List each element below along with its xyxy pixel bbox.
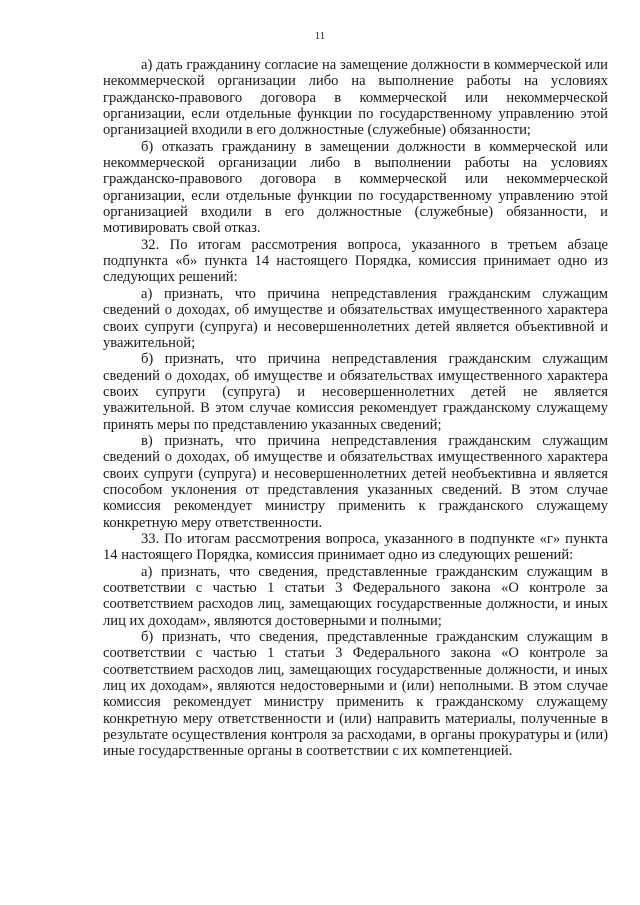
paragraph-b-refusal: б) отказать гражданину в замещении должности в коммерческой или некоммерческой организации либо в выполнении работы на условиях гражданско-правового договора в коммерческой или некоммерческой организации, если отдельные функции по государственному управлению этой организацией входили в его должностные (служебные) обязанности, и мотивировать свой отказ.	[103, 138, 608, 237]
paragraph-32-intro: 32. По итогам рассмотрения вопроса, указанного в третьем абзаце подпункта «б» пункта 14 настоящего Порядка, комиссия принимает одно из следующих решений:	[103, 236, 608, 286]
paragraph-32-b: б) признать, что причина непредставления гражданским служащим сведений о доходах, об имуществе и обязательствах имущественного характера своих супруги (супруга) и несовершеннолетних детей не является уважительной. В этом случае комиссия рекомендует гражданскому служащему принять меры по представлению указанных сведений;	[103, 351, 608, 433]
document-body	[103, 57, 608, 760]
page-number: 11	[314, 30, 326, 42]
paragraph-32-c: в) признать, что причина непредставления гражданским служащим сведений о доходах, об имуществе и обязательствах имущественного характера своих супруги (супруга) и несовершеннолетних детей необъективна и является способом уклонения от представления указанных сведений. В этом случае комиссия рекомендует министру применить к гражданского служащему конкретную меру ответственности.	[103, 432, 608, 531]
paragraph-a-consent: а) дать гражданину согласие на замещение должности в коммерческой или некоммерческой организации либо на выполнение работы на условиях гражданско-правового договора в коммерческой или некоммерческой организации, если отдельные функции по государственному управлению этой организацией входили в его должностные (служебные) обязанности;	[103, 57, 608, 139]
paragraph-33-intro: 33. По итогам рассмотрения вопроса, указанного в подпункте «г» пункта 14 настоящего Порядка, комиссия принимает одно из следующих решений:	[103, 530, 608, 564]
paragraph-33-b: б) признать, что сведения, представленные гражданским служащим в соответствии с частью 1 статьи 3 Федерального закона «О контроле за соответствием расходов лиц, замещающих государственные должности, и иных лиц их доходам», являются недостоверными и (или) неполными. В этом случае комиссия рекомендует министру применить к гражданскому служащему конкретную меру ответственности и (или) направить материалы, полученные в результате осуществления контроля за расходами, в органы прокуратуры и (или) иные государственные органы в соответствии с их компетенцией.	[103, 629, 608, 760]
paragraph-32-a: а) признать, что причина непредставления гражданским служащим сведений о доходах, об имуществе и обязательствах имущественного характера своих супруги (супруга) и несовершеннолетних детей является объективной и уважительной;	[103, 285, 608, 351]
paragraph-33-a: а) признать, что сведения, представленные гражданским служащим в соответствии с частью 1 статьи 3 Федерального закона «О контроле за соответствием расходов лиц, замещающих государственные должности, и иных лиц их доходам», являются достоверными и полными;	[103, 563, 608, 629]
